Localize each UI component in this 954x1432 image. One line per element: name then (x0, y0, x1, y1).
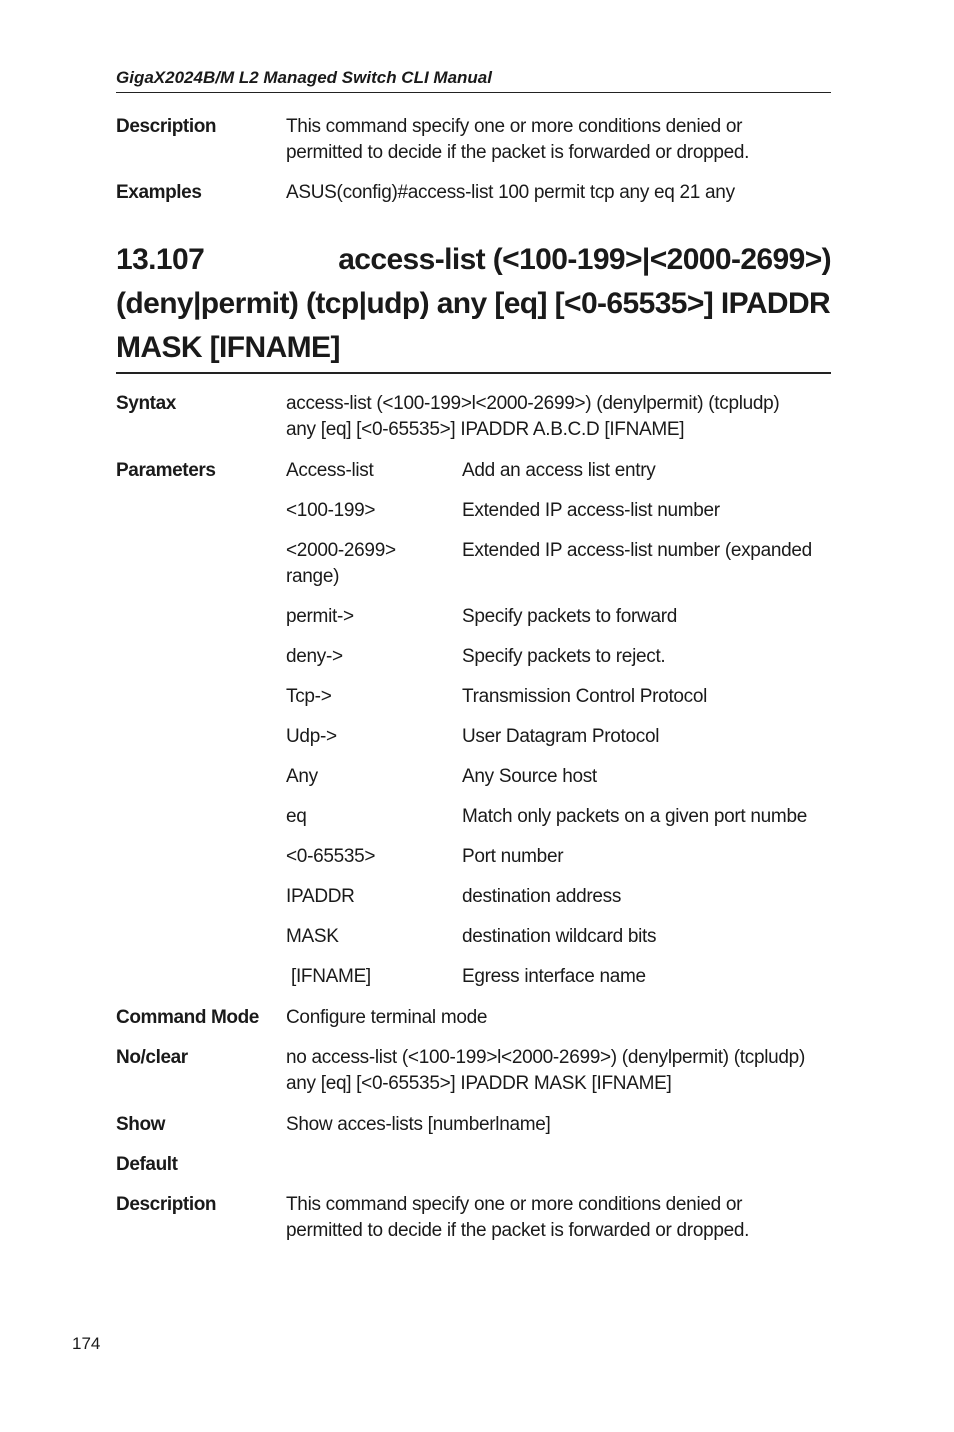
parameter-desc: Egress interface name (462, 966, 646, 987)
default-block (116, 1152, 831, 1178)
noclear-label: No/clear (116, 1047, 188, 1068)
parameter-row (286, 924, 831, 950)
parameter-name: [IFNAME] (286, 966, 371, 987)
parameter-desc: Any Source host (462, 766, 597, 787)
parameter-row (286, 538, 831, 564)
parameter-name: Udp-> (286, 726, 337, 747)
syntax-block (116, 391, 831, 443)
parameter-desc: Add an access list entry (462, 460, 656, 481)
parameter-desc: Transmission Control Protocol (462, 686, 708, 707)
parameter-desc: Extended IP access-list number (expanded (462, 540, 812, 561)
page-number: 174 (72, 1334, 101, 1353)
parameters-block (116, 458, 831, 990)
parameter-name: <0-65535> (286, 846, 376, 867)
command-mode-block (116, 1005, 831, 1031)
default-label: Default (116, 1154, 178, 1175)
parameter-name: deny-> (286, 646, 343, 667)
noclear-line: any [eq] [<0-65535>] IPADDR MASK [IFNAME] (286, 1073, 672, 1094)
command-mode-value: Configure terminal mode (286, 1007, 488, 1028)
show-block (116, 1112, 831, 1138)
examples-block (116, 180, 831, 206)
syntax-text (286, 391, 831, 443)
parameter-desc: Port number (462, 846, 564, 867)
parameter-row (286, 804, 831, 830)
parameter-desc: destination address (462, 886, 622, 907)
command-mode-label: Command Mode (116, 1007, 259, 1028)
section-number: 13.107 (116, 243, 205, 276)
parameter-name: permit-> (286, 606, 354, 627)
description-label: Description (116, 1194, 217, 1215)
parameter-row (286, 498, 831, 524)
parameters-list (286, 458, 831, 990)
section-title-line: (deny|permit) (tcp|udp) any [eq] [<0-65535>] IPADDR (116, 287, 831, 320)
show-value: Show acces-lists [numberlname] (286, 1114, 551, 1135)
parameter-row (286, 724, 831, 750)
parameter-wrap-text: range) (286, 566, 340, 587)
description-line: permitted to decide if the packet is forwarded or dropped. (286, 142, 750, 163)
parameter-row (286, 684, 831, 710)
noclear-block (116, 1045, 831, 1097)
description-line: This command specify one or more conditions denied or (286, 1194, 743, 1215)
parameter-row (286, 458, 831, 484)
parameter-name: Tcp-> (286, 686, 332, 707)
section-heading (116, 238, 831, 374)
running-header: GigaX2024B/M L2 Managed Switch CLI Manual (116, 68, 831, 93)
show-label: Show (116, 1114, 166, 1135)
parameter-row (286, 844, 831, 870)
parameter-desc: User Datagram Protocol (462, 726, 660, 747)
syntax-line: any [eq] [<0-65535>] IPADDR A.B.C.D [IFNAME] (286, 419, 685, 440)
description-label: Description (116, 116, 217, 137)
noclear-text (286, 1045, 831, 1097)
description-line: This command specify one or more conditions denied or (286, 116, 743, 137)
syntax-line: access-list (<100-199>l<2000-2699>) (denylpermit) (tcpludp) (286, 393, 780, 414)
description-line: permitted to decide if the packet is forwarded or dropped. (286, 1220, 750, 1241)
parameter-desc: Match only packets on a given port numbe (462, 806, 807, 827)
parameter-row (286, 604, 831, 630)
parameters-label: Parameters (116, 460, 216, 481)
bottom-description-block (116, 1192, 831, 1244)
parameter-desc: Specify packets to forward (462, 606, 678, 627)
parameter-name: MASK (286, 926, 339, 947)
parameter-desc: Specify packets to reject. (462, 646, 666, 667)
parameter-row (286, 764, 831, 790)
parameter-row (286, 884, 831, 910)
parameter-name: <100-199> (286, 500, 376, 521)
parameter-name: IPADDR (286, 886, 355, 907)
parameter-name: Any (286, 766, 318, 787)
noclear-line: no access-list (<100-199>l<2000-2699>) (denylpermit) (tcpludp) (286, 1047, 805, 1068)
examples-text: ASUS(config)#access-list 100 permit tcp any eq 21 any (286, 182, 735, 203)
description-text (286, 1192, 831, 1244)
parameter-name: <2000-2699> (286, 540, 396, 561)
syntax-label: Syntax (116, 393, 176, 414)
parameter-name: eq (286, 806, 307, 827)
section-title-line: access-list (<100-199>|<2000-2699>) (338, 243, 831, 276)
parameter-name: Access-list (286, 460, 374, 481)
parameter-row (286, 964, 831, 990)
parameter-row (286, 644, 831, 670)
description-text (286, 114, 831, 166)
top-description-block (116, 114, 831, 166)
examples-label: Examples (116, 182, 202, 203)
parameter-desc: destination wildcard bits (462, 926, 657, 947)
parameter-desc: Extended IP access-list number (462, 500, 720, 521)
section-title-line: MASK [IFNAME] (116, 331, 340, 364)
